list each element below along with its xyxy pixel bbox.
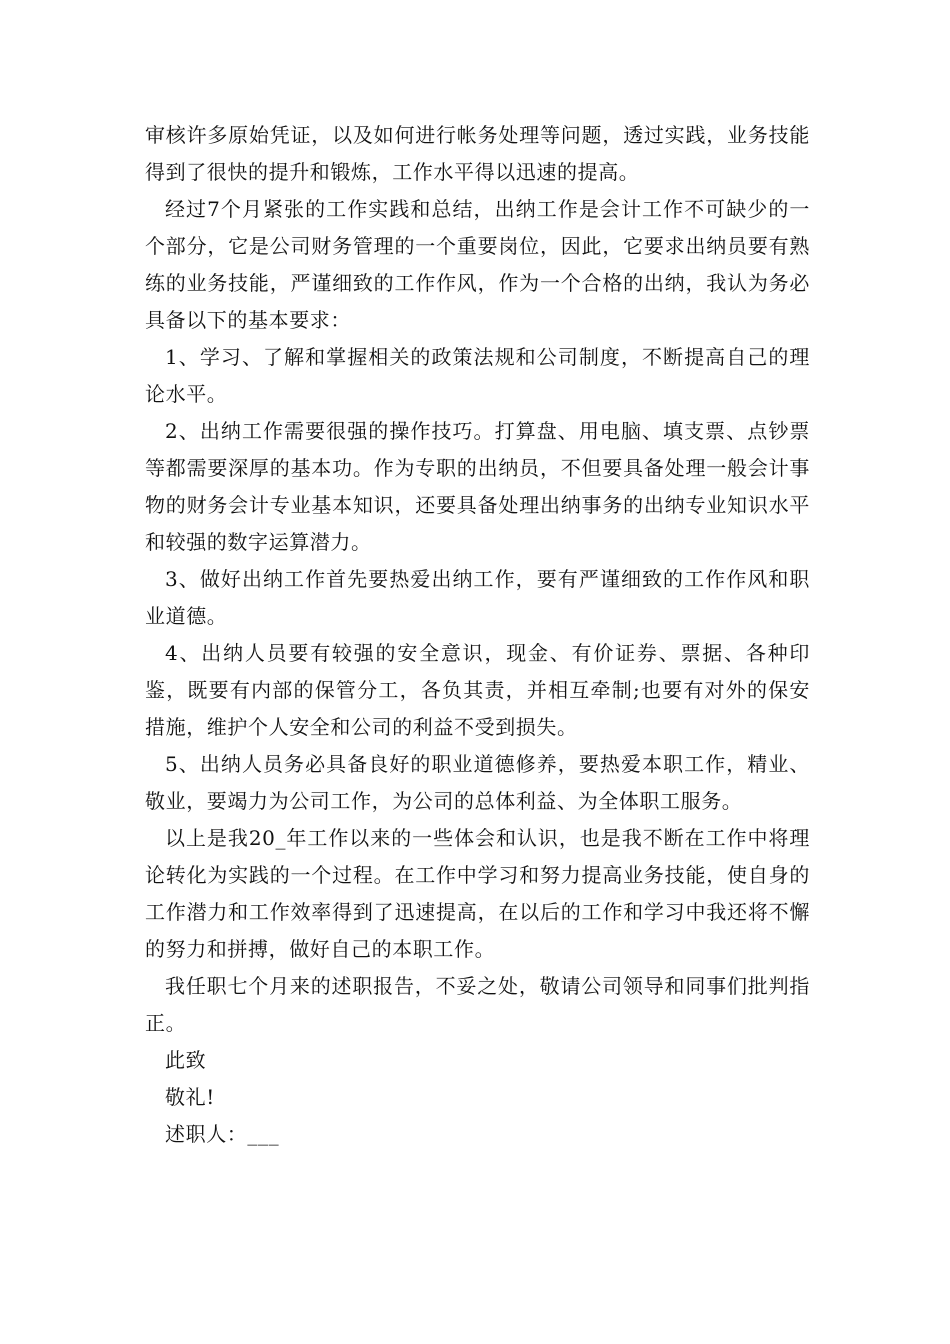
paragraph-item-1: 1、学习、了解和掌握相关的政策法规和公司制度，不断提高自己的理论水平。 bbox=[145, 345, 810, 406]
paragraph-intro: 经过7个月紧张的工作实践和总结，出纳工作是会计工作不可缺少的一个部分，它是公司财务管理的一个重要岗位，因此，它要求出纳员要有熟练的业务技能，严谨细致的工作作风，作为一个合格的出纳，我认为务必具备以下的基本要求： bbox=[145, 197, 810, 332]
signature-line: 述职人：___ bbox=[165, 1122, 280, 1146]
paragraph-item-2: 2、出纳工作需要很强的操作技巧。打算盘、用电脑、填支票、点钞票等都需要深厚的基本功。作为专职的出纳员，不但要具备处理一般会计事物的财务会计专业基本知识，还要具备处理出纳事务的出纳专业知识水平和较强的数字运算潜力。 bbox=[145, 419, 810, 554]
closing-salutation: 此致 bbox=[165, 1048, 207, 1072]
paragraph-item-5: 5、出纳人员务必具备良好的职业道德修养，要热爱本职工作，精业、敬业，要竭力为公司工作，为公司的总体利益、为全体职工服务。 bbox=[145, 752, 810, 813]
paragraph-conclusion: 我任职七个月来的述职报告，不妥之处，敬请公司领导和同事们批判指正。 bbox=[145, 974, 810, 1035]
closing-regards: 敬礼! bbox=[165, 1085, 215, 1109]
paragraph-item-3: 3、做好出纳工作首先要热爱出纳工作，要有严谨细致的工作作风和职业道德。 bbox=[145, 567, 810, 628]
paragraph-summary: 以上是我20_年工作以来的一些体会和认识，也是我不断在工作中将理论转化为实践的一个过程。在工作中学习和努力提高业务技能，使自身的工作潜力和工作效率得到了迅速提高，在以后的工作和学习中我还将不懈的努力和拼搏，做好自己的本职工作。 bbox=[145, 826, 810, 961]
paragraph-item-4: 4、出纳人员要有较强的安全意识，现金、有价证券、票据、各种印鉴，既要有内部的保管分工，各负其责，并相互牵制;也要有对外的保安措施，维护个人安全和公司的利益不受到损失。 bbox=[145, 641, 810, 739]
paragraph-continuation: 审核许多原始凭证，以及如何进行帐务处理等问题，透过实践，业务技能得到了很快的提升和锻炼，工作水平得以迅速的提高。 bbox=[145, 123, 810, 184]
document-body bbox=[145, 117, 810, 1153]
